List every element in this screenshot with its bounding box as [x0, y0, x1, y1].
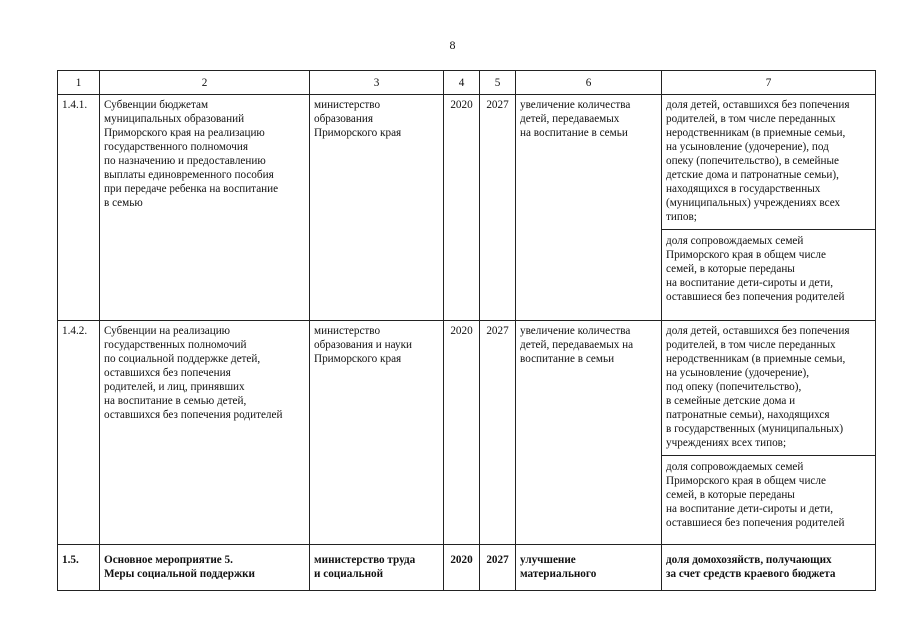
text-line: по социальной поддержке детей,	[104, 353, 261, 365]
text-line: (муниципальных) учреждениях всех	[666, 197, 841, 209]
executor	[310, 321, 444, 545]
expected-result	[516, 545, 662, 591]
text-line: при передаче ребенка на воспитание	[104, 183, 279, 195]
text-line: оставшихся без попечения	[104, 367, 231, 379]
text-line: по назначению и предоставлению	[104, 155, 266, 167]
table-row	[58, 545, 876, 591]
end-year: 2027	[480, 95, 516, 321]
text-line: Приморского края	[314, 127, 402, 139]
text-line: доля сопровождаемых семей	[666, 235, 804, 247]
text-line: государственного полномочия	[104, 141, 248, 153]
indicators	[662, 95, 876, 321]
text-line: типов;	[666, 211, 697, 223]
text-line: опеку (попечительство), в семейные	[666, 155, 839, 167]
text-line: за счет средств краевого бюджета	[666, 568, 836, 580]
text-line: на усыновление (удочерение), под	[666, 141, 829, 153]
text-line: Основное мероприятие 5.	[104, 554, 233, 566]
header-cell: 5	[480, 71, 516, 95]
text-line: Приморского края	[314, 353, 402, 365]
item-number: 1.5.	[58, 545, 100, 591]
text-line: детские дома и патронатные семьи),	[666, 169, 839, 181]
indicator-2	[666, 234, 871, 304]
text-line: доля детей, оставшихся без попечения	[666, 325, 850, 337]
text-line: семей, в которые переданы	[666, 489, 795, 501]
table-row	[58, 95, 876, 321]
text-line: доля детей, оставшихся без попечения	[666, 99, 850, 111]
text-line: оставшиеся без попечения родителей	[666, 517, 845, 529]
text-line: Приморского края в общем числе	[666, 475, 826, 487]
measure-name	[100, 321, 310, 545]
text-line: муниципальных образований	[104, 113, 245, 125]
text-line: детей, передаваемых	[520, 113, 620, 125]
text-line: доля сопровождаемых семей	[666, 461, 804, 473]
text-line: увеличение количества	[520, 99, 631, 111]
text-line: воспитание в семьи	[520, 353, 615, 365]
text-line: неродственникам (в приемные семьи,	[666, 127, 846, 139]
measure-name	[100, 545, 310, 591]
executor	[310, 545, 444, 591]
executor	[310, 95, 444, 321]
text-line: на воспитание в семьи	[520, 127, 628, 139]
text-line: материального	[520, 568, 597, 580]
start-year: 2020	[444, 321, 480, 545]
start-year: 2020	[444, 545, 480, 591]
header-cell: 4	[444, 71, 480, 95]
measures-table	[57, 70, 876, 591]
item-number: 1.4.2.	[58, 321, 100, 545]
indicators	[662, 545, 876, 591]
text-line: учреждениях всех типов;	[666, 437, 787, 449]
text-line: в государственных (муниципальных)	[666, 423, 844, 435]
text-line: неродственникам (в приемные семьи,	[666, 353, 846, 365]
end-year: 2027	[480, 321, 516, 545]
text-line: на воспитание в семью детей,	[104, 395, 247, 407]
text-line: образования	[314, 113, 374, 125]
text-line: в семейные детские дома и	[666, 395, 796, 407]
text-line: и социальной	[314, 568, 384, 580]
text-line: улучшение	[520, 554, 576, 566]
end-year: 2027	[480, 545, 516, 591]
cell-divider	[662, 455, 875, 456]
table-row	[58, 321, 876, 545]
header-cell: 6	[516, 71, 662, 95]
text-line: находящихся в государственных	[666, 183, 821, 195]
text-line: Приморского края в общем числе	[666, 249, 826, 261]
cell-divider	[662, 229, 875, 230]
text-line: под опеку (попечительство),	[666, 381, 802, 393]
text-line: Приморского края на реализацию	[104, 127, 265, 139]
text-line: государственных полномочий	[104, 339, 247, 351]
text-line: патронатные семьи), находящихся	[666, 409, 830, 421]
text-line: родителей, в том числе переданных	[666, 339, 836, 351]
expected-result	[516, 321, 662, 545]
header-cell: 7	[662, 71, 876, 95]
text-line: оставшиеся без попечения родителей	[666, 291, 845, 303]
expected-result	[516, 95, 662, 321]
text-line: доля домохозяйств, получающих	[666, 554, 832, 566]
text-line: министерство	[314, 99, 381, 111]
text-line: на воспитание дети-сироты и дети,	[666, 277, 834, 289]
text-line: оставшихся без попечения родителей	[104, 409, 283, 421]
text-line: детей, передаваемых на	[520, 339, 634, 351]
indicator-1	[666, 98, 871, 224]
text-line: Меры социальной поддержки	[104, 568, 255, 580]
table-header-row	[58, 71, 876, 95]
text-line: Субвенции бюджетам	[104, 99, 209, 111]
text-line: увеличение количества	[520, 325, 631, 337]
header-cell: 3	[310, 71, 444, 95]
text-line: выплаты единовременного пособия	[104, 169, 274, 181]
text-line: родителей, и лиц, принявших	[104, 381, 245, 393]
header-cell: 1	[58, 71, 100, 95]
text-line: родителей, в том числе переданных	[666, 113, 836, 125]
text-line: Субвенции на реализацию	[104, 325, 231, 337]
text-line: семей, в которые переданы	[666, 263, 795, 275]
text-line: министерство труда	[314, 554, 416, 566]
measure-name	[100, 95, 310, 321]
text-line: министерство	[314, 325, 381, 337]
indicator-2	[666, 460, 871, 530]
text-line: на воспитание дети-сироты и дети,	[666, 503, 834, 515]
header-cell: 2	[100, 71, 310, 95]
item-number: 1.4.1.	[58, 95, 100, 321]
text-line: в семью	[104, 197, 143, 209]
indicators	[662, 321, 876, 545]
text-line: образования и науки	[314, 339, 412, 351]
indicator-1	[666, 324, 871, 450]
start-year: 2020	[444, 95, 480, 321]
text-line: на усыновление (удочерение),	[666, 367, 810, 379]
page-number: 8	[449, 38, 456, 52]
